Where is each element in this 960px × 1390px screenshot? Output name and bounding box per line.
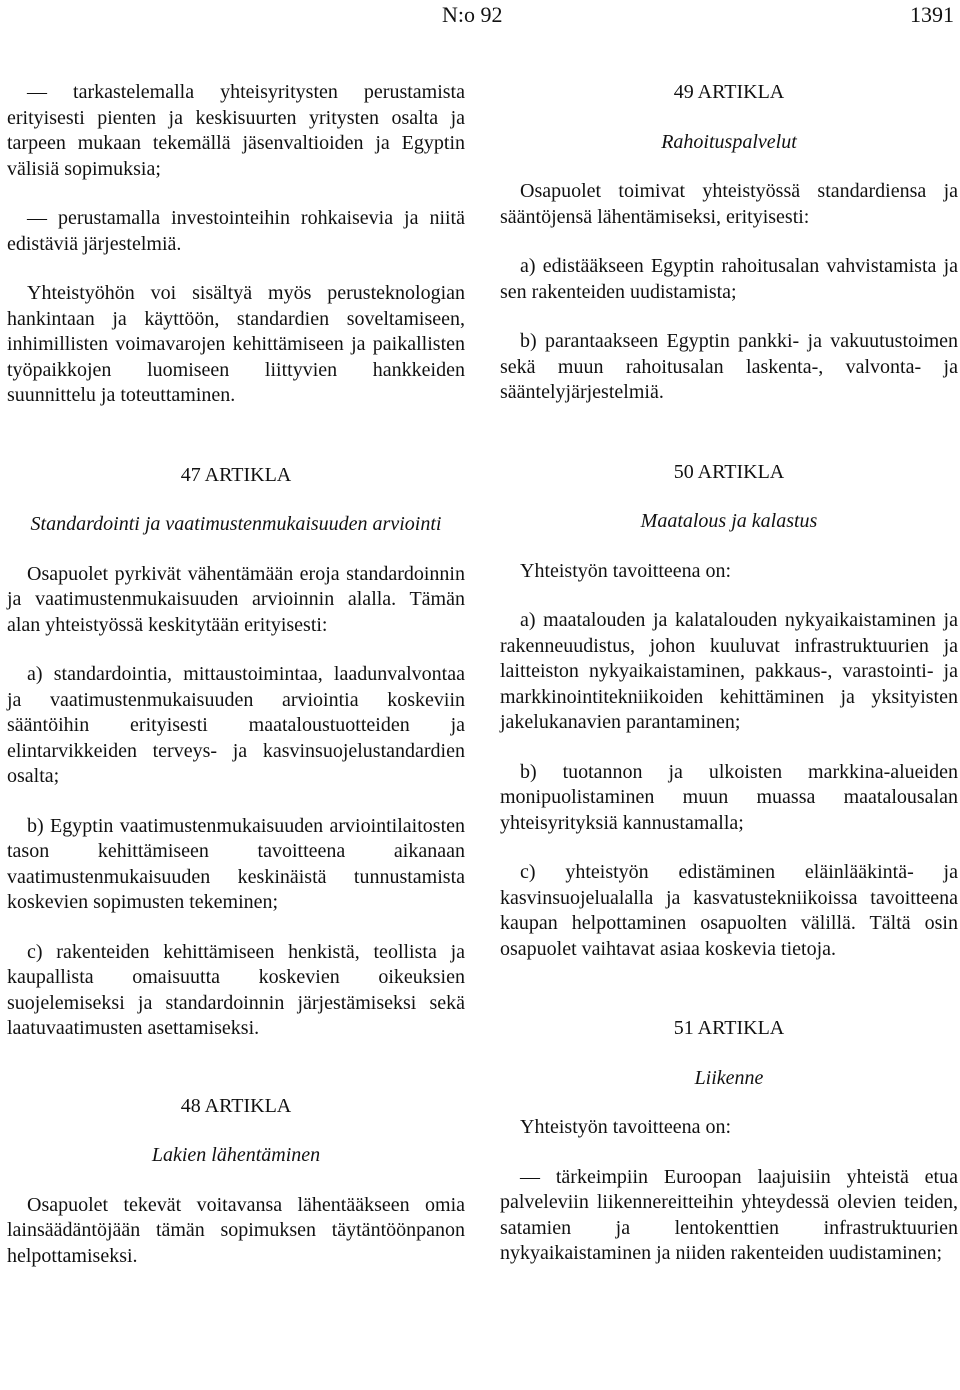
article-48-subtitle: Lakien lähentäminen: [151, 1144, 321, 1166]
article-47-title: 47 ARTIKLA: [180, 463, 292, 486]
article-49-intro: Osapuolet toimivat yhteistyössä standardiensa ja sääntöjensä lähentämiseksi, erityisesti:: [500, 180, 958, 228]
article-48-text: Osapuolet tekevät voitavansa lähentääkseen omia lainsäädäntöjään tämän sopimuksen täytäntöönpanon helpottamiseksi.: [7, 1193, 465, 1267]
left-column: [7, 80, 465, 1269]
article-47-subtitle: Standardointi ja vaatimustenmukaisuuden arviointi: [30, 513, 442, 535]
article-51: [500, 1016, 958, 1267]
article-51-bullet-infrastructure: — tärkeimpiin Euroopan laajuisiin yhteistä etua palveleviin liikennereitteihin yhteydessä olevien teiden, satamien ja lentokenttien infrastruktuurien nykyaikaistaminen ja niiden rakenteiden uudistaminen;: [500, 1165, 958, 1267]
article-49-item-b: b) parantaakseen Egyptin pankki- ja vakuutustoimen sekä muun rahoitusalan laskenta-, valvonta- ja sääntelyjärjestelmiä.: [500, 330, 958, 403]
article-49-title: 49 ARTIKLA: [673, 81, 785, 103]
journal-number: N:o 92: [442, 2, 503, 27]
article-49-item-a: a) edistääkseen Egyptin rahoitusalan vahvistamista ja sen rakenteiden uudistamista;: [500, 255, 958, 303]
article-51-title: 51 ARTIKLA: [673, 1017, 785, 1039]
article-50-intro: Yhteistyön tavoitteena on:: [520, 559, 732, 582]
right-column: [500, 80, 958, 1267]
page-number: 1391: [910, 2, 954, 27]
article-50: [500, 460, 958, 963]
article-50-item-a: a) maatalouden ja kalatalouden nykyaikaistaminen ja rakenneuudistus, johon kuuluvat infrastruktuurien ja laitteiston nykyaikaistaminen, pakkaus-, varastointi- ja markkinointitekniikoiden kehittäminen ja yksityisten jakelukanavien parantaminen;: [500, 609, 958, 733]
article-49: [500, 80, 958, 406]
article-47-item-b: b) Egyptin vaatimustenmukaisuuden arviointilaitosten tason kehittämiseen tavoitteena aikanaan vaatimustenmukaisuuden keskinäistä tunnustamista koskevien sopimusten tekeminen;: [7, 814, 465, 913]
article-47: [7, 463, 465, 1042]
paragraph-cooperation-scope: Yhteistyöhön voi sisältyä myös perusteknologian hankintaan ja käyttöön, standardien soveltamiseen, inhimillisten voimavarojen kehittämiseen ja paikallisten työpaikkojen luomiseen liittyvien hankkeiden suunnittelu ja toteuttaminen.: [7, 282, 465, 406]
article-51-subtitle: Liikenne: [694, 1066, 764, 1089]
article-50-subtitle: Maatalous ja kalastus: [640, 510, 818, 532]
bullet-investment-systems: — perustamalla investointeihin rohkaisevia ja niitä edistäviä järjestelmiä.: [7, 206, 465, 257]
article-48-title: 48 ARTIKLA: [180, 1094, 292, 1117]
article-50-title: 50 ARTIKLA: [673, 460, 785, 483]
article-47-item-a: a) standardointia, mittaustoimintaa, laadunvalvontaa ja vaatimustenmukaisuuden arviointia koskeviin sääntöihin erityisesti maataloustuotteiden ja elintarvikkeiden terveys- ja kasvinsuojelustandardien osalta;: [7, 663, 465, 787]
article-50-item-c: c) yhteistyön edistäminen eläinlääkintä- ja kasvinsuojelualalla ja kasvatustekniikoissa tavoitteena kaupan helpottaminen osapuolten välillä. Tältä osin osapuolet vaihtavat asiaa koskevia tietoja.: [500, 861, 958, 960]
article-49-subtitle: Rahoituspalvelut: [661, 130, 797, 153]
article-50-item-b: b) tuotannon ja ulkoisten markkina-alueiden monipuolistaminen muun muassa maatalousalan yhteisyrityksiä kannustamalla;: [500, 760, 958, 834]
bullet-joint-ventures: — tarkastelemalla yhteisyritysten perustamista erityisesti pienten ja keskisuurten yritysten osalta ja tarpeen mukaan tekemällä jäsenvaltioiden ja Egyptin välisiä sopimuksia;: [7, 80, 465, 182]
article-51-intro: Yhteistyön tavoitteena on:: [520, 1116, 732, 1138]
article-47-intro: Osapuolet pyrkivät vähentämään eroja standardoinnin ja vaatimustenmukaisuuden arvioinnin alalla. Tämän alan yhteistyössä keskitytään erityisesti:: [7, 562, 465, 636]
article-47-item-c: c) rakenteiden kehittämiseen henkistä, teollista ja kaupallista omaisuutta koskevien oikeuksien suojelemiseksi ja standardoinnin järjestämiseksi sekä laatuvaatimusten asettamiseksi.: [7, 940, 465, 1039]
article-48: [7, 1094, 465, 1270]
page-header: [0, 2, 960, 28]
